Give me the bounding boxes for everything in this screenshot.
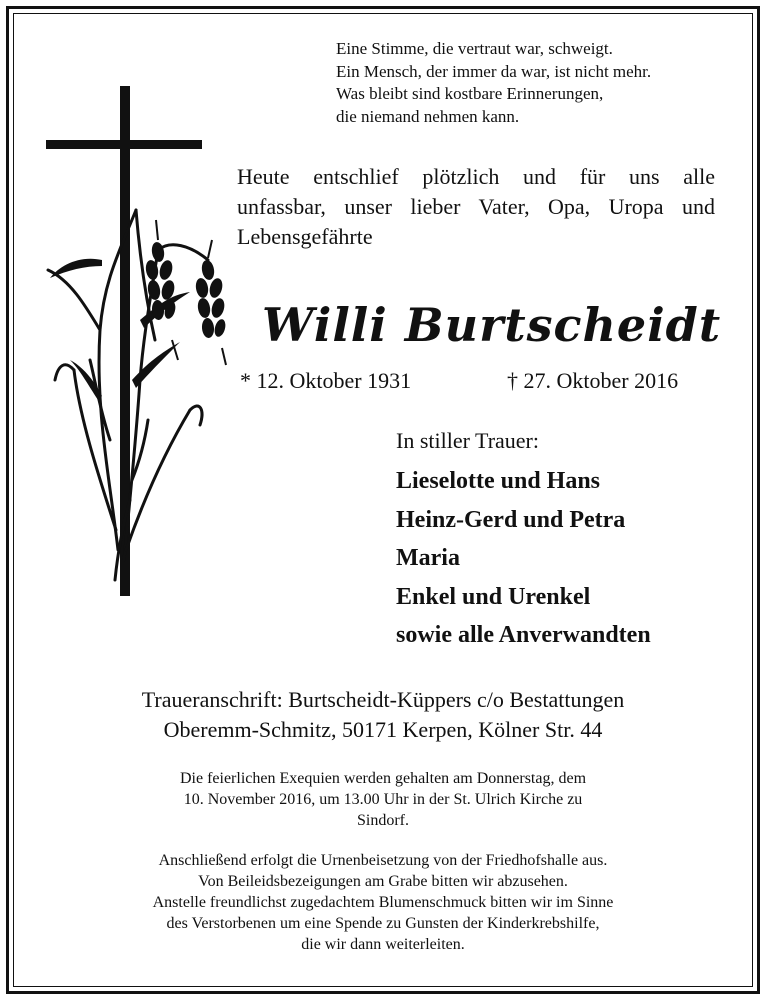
mourning-label: In stiller Trauer:	[396, 428, 539, 453]
note-line: Anstelle freundlichst zugedachtem Blumenschmuck bitten wir im Sinne	[152, 894, 614, 911]
cross-with-wheat-icon	[40, 80, 240, 610]
mourner-entry: Lieselotte und Hans	[396, 468, 601, 494]
mourning-address	[20, 685, 746, 745]
poem-line: die niemand nehmen kann.	[336, 106, 520, 126]
notes	[20, 850, 746, 955]
birth-date: * 12. Oktober 1931	[240, 368, 412, 393]
service-line: Sindorf.	[357, 812, 409, 829]
address-line: Oberemm-Schmitz, 50171 Kerpen, Kölner Str. 44	[163, 717, 603, 742]
mourner-entry: Maria	[396, 545, 460, 571]
address-line: Traueranschrift: Burtscheidt-Küppers c/o Bestattungen	[141, 687, 625, 712]
intro-text	[237, 162, 715, 252]
note-line: des Verstorbenen um eine Spende zu Gunsten der Kinderkrebshilfe,	[166, 915, 600, 932]
poem-line: Was bleibt sind kostbare Erinnerungen,	[336, 84, 604, 103]
poem-line: Ein Mensch, der immer da war, ist nicht mehr.	[336, 61, 652, 81]
mourners-list	[396, 462, 651, 655]
intro-line: unfassbar, unser lieber Vater, Opa, Uropa und	[237, 194, 715, 219]
intro-line: Lebensgefährte	[237, 224, 373, 249]
mourner-entry: sowie alle Anverwandten	[396, 622, 651, 648]
deceased-name: Willi Burtscheidt	[262, 298, 722, 352]
service-line: 10. November 2016, um 13.00 Uhr in der St. Ulrich Kirche zu	[183, 791, 583, 808]
service-info	[20, 768, 746, 831]
note-line: Anschließend erfolgt die Urnenbeisetzung von der Friedhofshalle aus.	[158, 852, 608, 869]
note-line: Von Beileidsbezeigungen am Grabe bitten wir abzusehen.	[198, 873, 568, 890]
mourner-entry: Heinz-Gerd und Petra	[396, 506, 626, 533]
service-line: Die feierlichen Exequien werden gehalten am Donnerstag, dem	[179, 770, 587, 787]
poem-line: Eine Stimme, die vertraut war, schweigt.	[336, 39, 613, 58]
note-line: die wir dann weiterleiten.	[301, 936, 465, 953]
intro-line: Heute entschlief plötzlich und für uns alle	[237, 164, 715, 189]
death-date: † 27. Oktober 2016	[507, 368, 679, 393]
poem	[336, 38, 736, 128]
mourner-entry: Enkel und Urenkel	[396, 583, 591, 610]
